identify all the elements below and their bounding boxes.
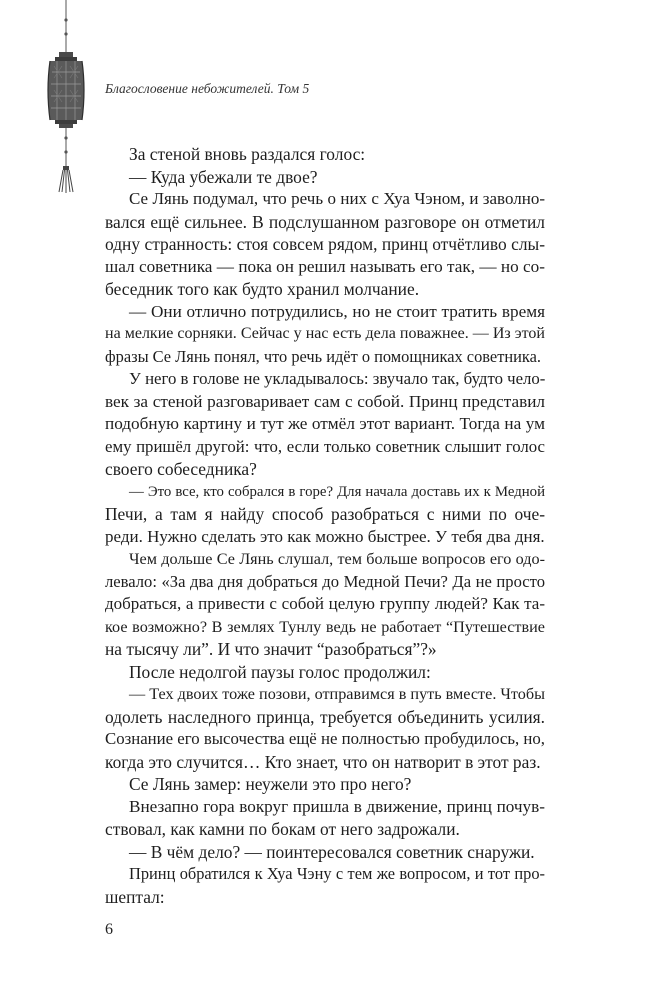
text-line: шал советника — пока он решил называть его так, — но со- <box>105 256 545 276</box>
text-line: одолеть наследного принца, требуется объединить усилия. <box>105 706 545 727</box>
text-line: вался ещё сильнее. В подслушанном разговоре он отметил <box>105 211 545 232</box>
text-line: Сознание его высочества ещё не полностью пробудилось, но, <box>105 729 545 748</box>
text-line: век за стеной разговаривает сам с собой. Принц представил <box>105 391 545 411</box>
text-line: левало: «За два дня добраться до Медной Печи? Да не просто <box>105 571 545 591</box>
text-line: Внезапно гора вокруг пришла в движение, принц почув- <box>129 796 545 816</box>
text-line: Печи, а там я найду способ разобраться с ними по оче- <box>105 504 545 524</box>
text-line: когда это случится… Кто знает, что он натворит в этот раз. <box>105 751 541 772</box>
text-line: Принц обратился к Хуа Чэну с тем же вопросом, и тот про- <box>129 864 545 883</box>
text-line: ему пришёл другой: что, если только советник слышит голос <box>105 436 545 456</box>
text-line: — В чём дело? — поинтересовался советник снаружи. <box>129 841 535 862</box>
text-line: — Тех двоих тоже позови, отправимся в путь вместе. Чтобы <box>129 685 545 703</box>
text-line: беседник того как будто хранил молчание. <box>105 279 420 299</box>
text-line: на тысячу ли”. И что значит “разобраться”?» <box>105 639 437 659</box>
page-number: 6 <box>105 921 113 938</box>
running-header: Благословение небожителей. Том 5 <box>105 81 310 96</box>
body-text <box>105 143 545 908</box>
text-line: ствовал, как камни по бокам от него задрожали. <box>105 819 460 839</box>
text-line: У него в голове не укладывалось: звучало так, будто чело- <box>129 369 546 388</box>
text-line: После недолгой паузы голос продолжил: <box>129 661 431 682</box>
text-line: подобную картину и тут же отмёл этот вариант. Тогда на ум <box>105 414 545 433</box>
text-line: одну странность: стоя совсем рядом, принц отчётливо слы- <box>105 234 545 254</box>
text-line: Се Лянь замер: неужели это про него? <box>129 774 412 794</box>
text-line: — Это все, кто собрался в горе? Для начала доставь их к Медной <box>129 483 545 500</box>
text-line: — Куда убежали те двое? <box>129 166 318 187</box>
text-line: За стеной вновь раздался голос: <box>129 144 366 164</box>
text-line: шептал: <box>105 886 165 907</box>
text-line: добраться, а привести с собой целую группу людей? Как та- <box>105 594 545 613</box>
lantern-icon <box>44 0 88 200</box>
text-line: Се Лянь подумал, что речь о них с Хуа Чэном, и заволно- <box>129 189 545 208</box>
text-line: фразы Се Лянь понял, что речь идёт о помощниках советника. <box>105 346 541 366</box>
text-line: реди. Нужно сделать это как можно быстрее. У тебя два дня. <box>105 526 545 546</box>
text-line: Чем дольше Се Лянь слушал, тем больше вопросов его одо- <box>129 550 545 568</box>
text-line: кое возможно? В землях Тунлу ведь не работает “Путешествие <box>105 617 545 636</box>
text-line: своего собеседника? <box>105 459 257 479</box>
text-line: на мелкие сорняки. Сейчас у нас есть дела поважнее. — Из этой <box>105 325 545 342</box>
text-line: — Они отлично потрудились, но не стоит тратить время <box>129 301 545 321</box>
